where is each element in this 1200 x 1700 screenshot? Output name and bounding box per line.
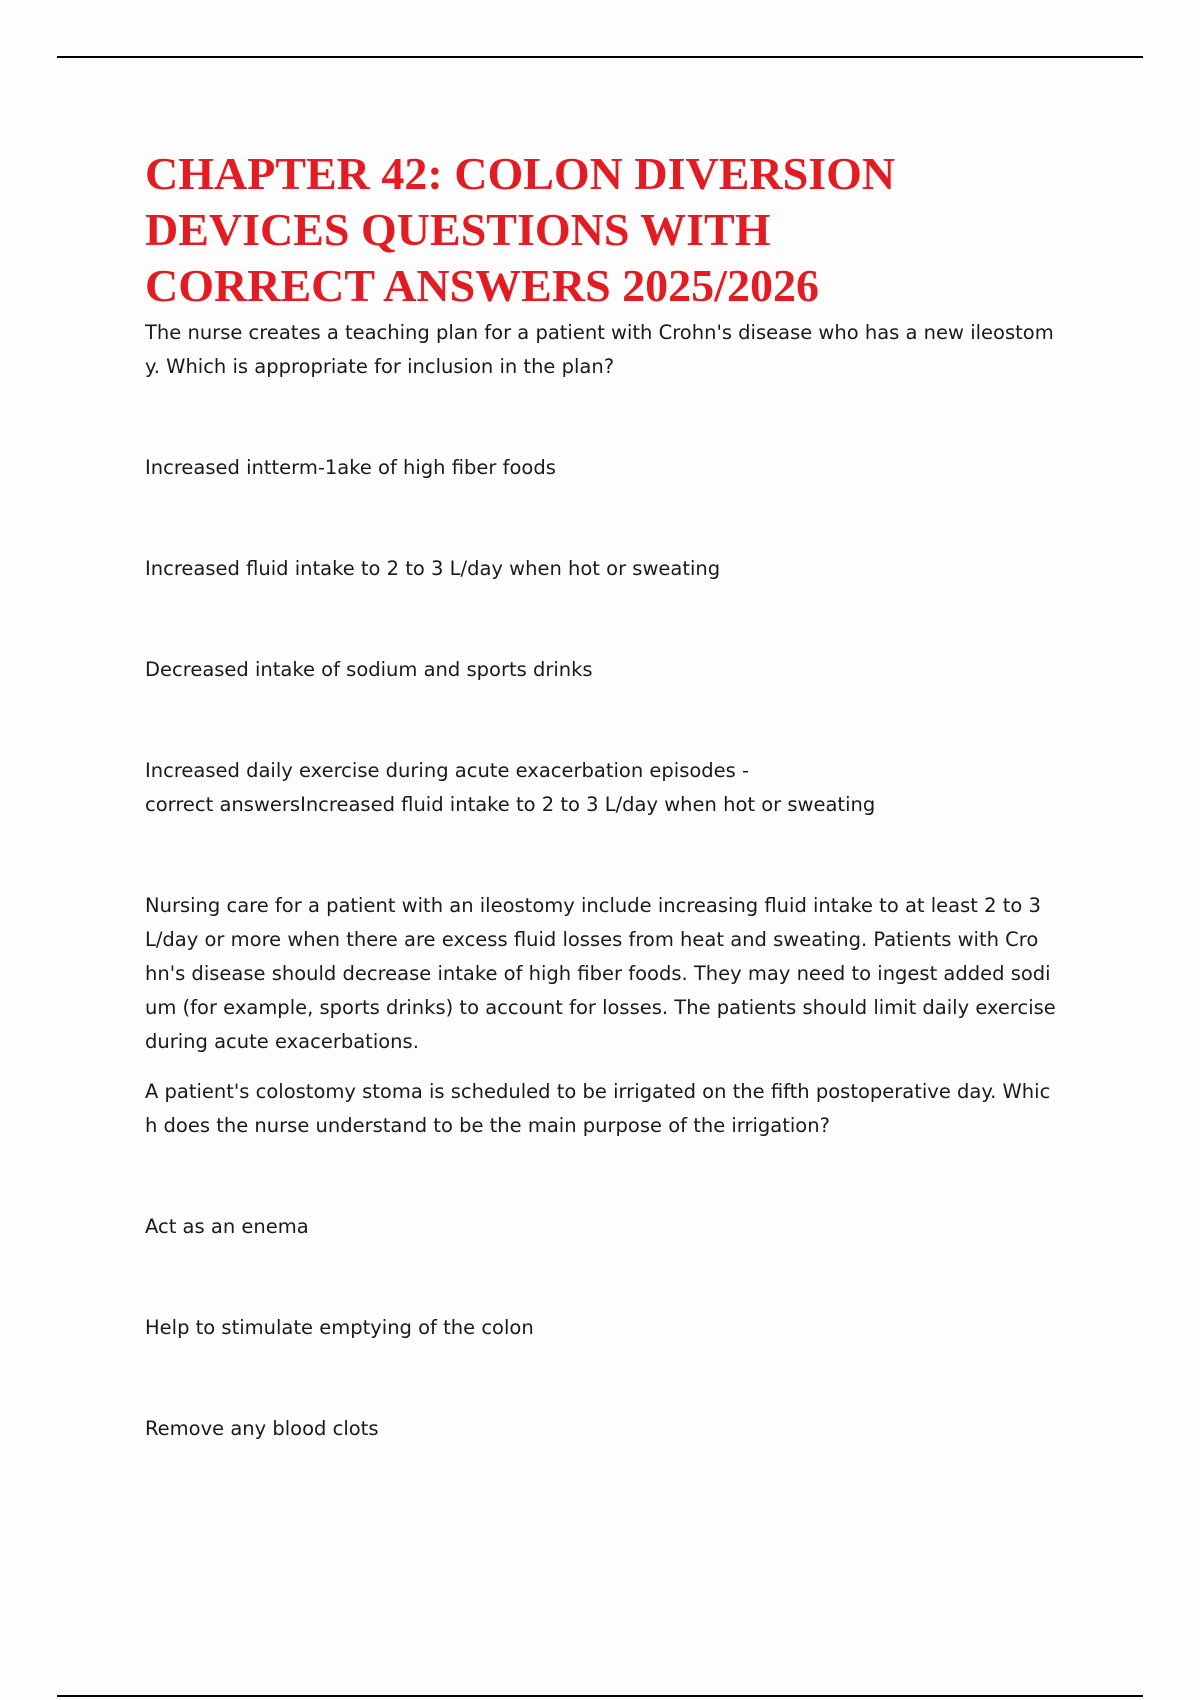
question-2-option-1: Act as an enema (145, 1215, 309, 1238)
document-title: CHAPTER 42: COLON DIVERSION DEVICES QUESTIONS WITH CORRECT ANSWERS 2025/2026 (145, 148, 896, 311)
document-content (145, 146, 1065, 1446)
question-1-option-1: Increased intterm-1ake of high fiber foods (145, 456, 556, 479)
top-rule (57, 56, 1143, 58)
question-2-stem: A patient's colostomy stoma is scheduled to be irrigated on the fifth postoperative day. Whic h does the nurse understand to be the main purpose of the irrigation? (145, 1080, 1051, 1137)
question-2-option-3: Remove any blood clots (145, 1417, 379, 1440)
question-1-stem: The nurse creates a teaching plan for a patient with Crohn's disease who has a new ileostom y. Which is appropriate for inclusion in the plan? (145, 321, 1054, 378)
question-1-option-3: Decreased intake of sodium and sports drinks (145, 658, 593, 681)
question-1-option-4-with-answer: Increased daily exercise during acute exacerbation episodes - correct answersIncreased fluid intake to 2 to 3 L/day when hot or sweating (145, 759, 876, 816)
question-1-option-2: Increased fluid intake to 2 to 3 L/day when hot or sweating (145, 557, 721, 580)
question-1-rationale: Nursing care for a patient with an ileostomy include increasing fluid intake to at least 2 to 3 L/day or more when there are excess fluid losses from heat and sweating. Patients with Cro hn's disease should decrease intake of high fiber foods. They may need to ingest added sodi um (for example, sports drinks) to account for losses. The patients should limit daily exercise during acute exacerbations. (145, 894, 1056, 1053)
bottom-rule (57, 1695, 1143, 1697)
question-2-option-2: Help to stimulate emptying of the colon (145, 1316, 534, 1339)
